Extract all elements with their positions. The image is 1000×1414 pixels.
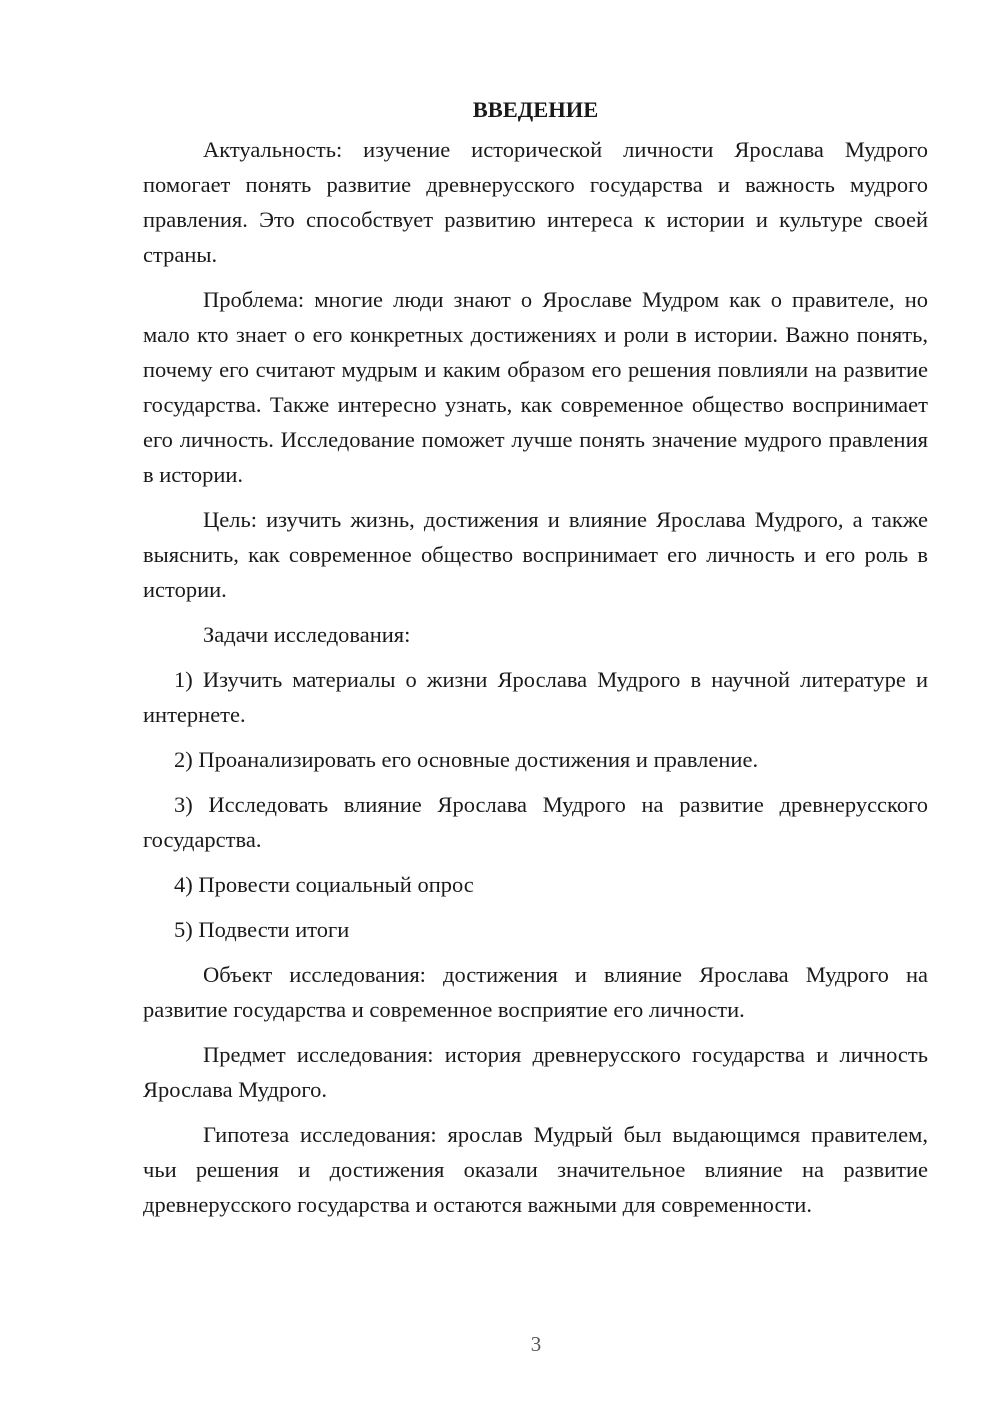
paragraph-relevance: Актуальность: изучение исторической личности Ярослава Мудрого помогает понять развитие древнерусского государства и важность мудрого правления. Это способствует развитию интереса к истории и культуре своей страны. bbox=[143, 137, 928, 267]
task-item-4: 4) Провести социальный опрос bbox=[174, 872, 474, 897]
paragraph-object: Объект исследования: достижения и влияние Ярослава Мудрого на развитие государства и современное восприятие его личности. bbox=[143, 962, 928, 1022]
paragraph-subject: Предмет исследования: история древнерусского государства и личность Ярослава Мудрого. bbox=[143, 1042, 928, 1102]
page-content bbox=[143, 92, 928, 1232]
page-number: 3 bbox=[530, 1332, 542, 1356]
paragraph-goal: Цель: изучить жизнь, достижения и влияние Ярослава Мудрого, а также выяснить, как современное общество воспринимает его личность и его роль в истории. bbox=[143, 507, 928, 602]
task-item-5: 5) Подвести итоги bbox=[174, 917, 350, 942]
paragraph-problem: Проблема: многие люди знают о Ярославе Мудром как о правителе, но мало кто знает о его конкретных достижениях и роли в истории. Важно понять, почему его считают мудрым и каким образом его решения повлияли на развитие государства. Также интересно узнать, как современное общество воспринимает его личность. Исследование поможет лучше понять значение мудрого правления в истории. bbox=[143, 287, 928, 487]
section-title: ВВЕДЕНИЕ bbox=[472, 97, 599, 122]
task-item-1: 1) Изучить материалы о жизни Ярослава Мудрого в научной литературе и интернете. bbox=[143, 667, 928, 727]
paragraph-hypothesis: Гипотеза исследования: ярослав Мудрый был выдающимся правителем, чьи решения и достижения оказали значительное влияние на развитие древнерусского государства и остаются важными для современности. bbox=[143, 1122, 928, 1217]
task-item-3: 3) Исследовать влияние Ярослава Мудрого на развитие древнерусского государства. bbox=[143, 792, 928, 852]
paragraph-tasks-heading: Задачи исследования: bbox=[203, 622, 411, 647]
task-item-2: 2) Проанализировать его основные достижения и правление. bbox=[174, 747, 759, 772]
